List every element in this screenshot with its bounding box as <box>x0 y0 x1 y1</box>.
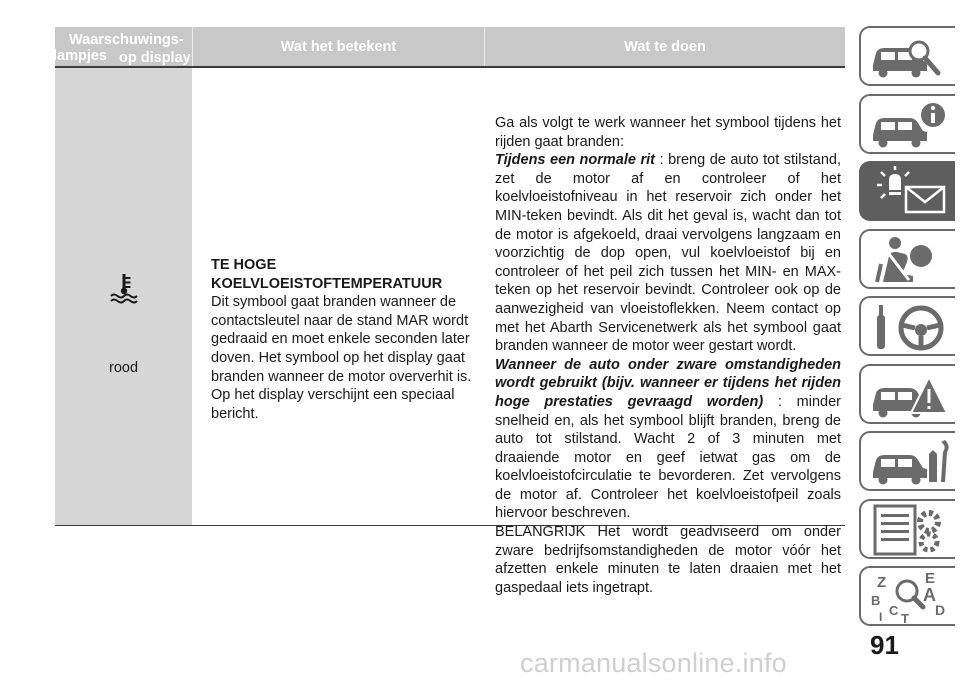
alphabetical-index-icon <box>867 571 951 623</box>
watermark: carmanualsonline.info <box>520 648 787 678</box>
action-important: BELANGRIJK Het wordt geadviseerd om onder zware bedrijfsomstandigheden de motor vóór het afzetten enkele minuten te laten draaien met het gaspedaal iets ingetrapt. <box>495 524 841 596</box>
lamp-color-label: rood <box>108 360 139 376</box>
page-number: 91 <box>870 630 899 660</box>
warning-lights-table <box>53 27 845 596</box>
meaning-text-block <box>211 256 473 423</box>
coolant-temperature-icon <box>108 272 140 304</box>
index-letter-a: A <box>923 585 936 605</box>
warning-light-message-icon <box>867 166 951 218</box>
action-text-block <box>495 114 841 597</box>
lamp-cell <box>55 68 192 525</box>
tab-car-info[interactable] <box>859 94 955 154</box>
car-emergency-icon <box>867 369 951 421</box>
index-letter-t: T <box>901 611 909 623</box>
tab-index[interactable] <box>859 566 955 626</box>
action-heavy-text: : minder snelheid en, als het symbool blijft branden, breng de auto tot stilstand. Wacht 2 of 3 minuten met draaiende motor en geef ietwat gas om de koelvloeistofcirculatie te bevorderen. Zet vervolgens de motor af. Controleer het koelvloeistofpeil zoals hiervoor beschreven. <box>495 393 841 522</box>
meaning-title: TE HOGE KOELVLOEISTOFTEMPERATUUR <box>211 257 443 292</box>
action-normal-paragraph <box>495 151 841 356</box>
airbag-passenger-icon <box>867 234 951 286</box>
index-letter-z: Z <box>877 574 887 591</box>
header-action: Wat te doen <box>484 27 845 66</box>
technical-data-icon <box>867 504 951 556</box>
header-lamp-line2: lampjes <box>53 48 107 64</box>
car-maintenance-icon <box>867 436 951 488</box>
index-letter-i: I <box>879 610 883 623</box>
tab-emergency[interactable] <box>859 364 955 424</box>
index-letter-c: C <box>889 603 899 618</box>
index-letter-b: B <box>871 593 881 608</box>
tab-warning-lights[interactable] <box>859 161 955 221</box>
meaning-text: Dit symbool gaat branden wanneer de contactsleutel naar de stand MAR wordt gedraaid en moet enkele seconden later doven. Het symbool op het display gaat branden wanneer de motor oververhit is. Op het display verschijnt een speciaal bericht. <box>211 294 472 422</box>
table-row <box>55 68 845 596</box>
action-normal-label: Tijdens een normale rit <box>495 152 655 169</box>
tab-starting-driving[interactable] <box>859 296 955 356</box>
tab-safety[interactable] <box>859 229 955 289</box>
action-heavy-paragraph <box>495 356 841 523</box>
index-letter-e: E <box>925 571 936 587</box>
tab-car-search[interactable] <box>859 26 955 86</box>
action-normal-text: : breng de auto tot stilstand, zet de motor af en controleer of het koelvloeistofniveau in het reservoir zich onder het MIN-teken bevindt. Als dit het geval is, wacht dan tot de motor is afgekoeld, draai vervolgens langzaam en voorzichtig de dop open, vul koelvloeistof bij en controleer of het peil zich tussen het MIN- en MAX-teken op het reservoir bevindt. Controleer ook op de aanwezigheid van vloeistoflekken. Neem contact op met het Abarth Servicenetwerk als het symbool gaat branden wanneer de motor weer gestart wordt. <box>495 152 841 355</box>
header-lamp-line3: op display <box>119 50 191 66</box>
action-heavy-label: Wanneer de auto onder zware omstandigheden wordt gebruikt (bijv. wanneer er tijdens het rijden hoge prestaties gevraagd worden) <box>495 356 841 410</box>
action-intro: Ga als volgt te werk wanneer het symbool tijdens het rijden gaat branden: <box>495 115 841 150</box>
header-lamp-line1: Waarschuwings- <box>69 32 184 48</box>
header-lamp <box>55 27 192 66</box>
header-meaning: Wat het betekent <box>192 27 484 66</box>
key-steering-wheel-icon <box>867 301 951 353</box>
chapter-tabs <box>859 26 960 634</box>
car-search-icon <box>867 31 951 83</box>
tab-maintenance[interactable] <box>859 431 955 491</box>
car-info-icon <box>867 99 951 151</box>
action-cell <box>484 68 845 596</box>
meaning-cell <box>192 68 484 525</box>
table-header <box>55 27 845 68</box>
index-letter-d: D <box>935 602 946 618</box>
tab-technical-data[interactable] <box>859 499 955 559</box>
